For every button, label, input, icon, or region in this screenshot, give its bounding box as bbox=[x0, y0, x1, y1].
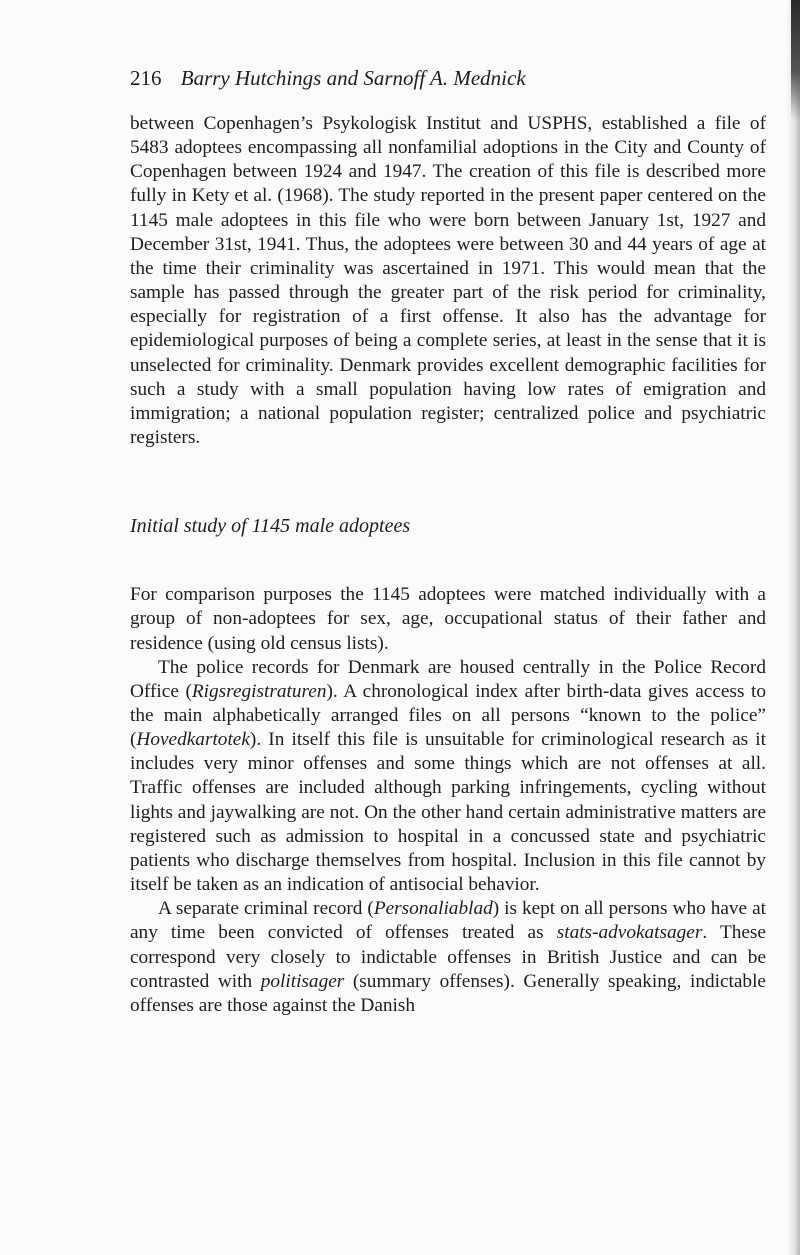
term-politisager: politisager bbox=[260, 970, 345, 992]
term-stats-advokatsager: stats-advokatsager bbox=[556, 922, 703, 944]
paragraph-3-text-3: ). In itself this file is unsuitable for criminological research as it includes very minor offenses and some things which are not offenses at all. Traffic offenses are included although parking infringements, cycling without lights and jaywalking are not. On the other hand certain administrative matters are registered such as admission to hospital in a concussed state and psychiatric patients who discharge themselves from hospital. Inclusion in this file cannot by itself be taken as an indication of antisocial behavior. bbox=[130, 729, 766, 896]
paragraph-4-text-2: ) is kept on all persons who have at any time been convicted of offenses treated as bbox=[130, 898, 766, 944]
body-text bbox=[130, 112, 766, 1018]
term-rigsregistraturen: Rigsregistraturen bbox=[191, 680, 327, 702]
page-header bbox=[130, 66, 526, 91]
paragraph-3-text-1: The police records for Denmark are housed centrally in the Police Record Office ( bbox=[130, 656, 766, 702]
term-hovedkartotek: Hovedkartotek bbox=[136, 729, 250, 751]
paragraph-4-text-1: A separate criminal record ( bbox=[158, 898, 374, 920]
page-number: 216 bbox=[130, 66, 162, 90]
page-edge-mark bbox=[791, 0, 800, 120]
paragraph-4-text-3: . These correspond very closely to indictable offenses in British Justice and can be contrasted with bbox=[130, 922, 766, 992]
paragraph-1: between Copenhagen’s Psykologisk Institut and USPHS, established a file of 5483 adoptees encompassing all nonfamilial adoptions in the City and County of Copenhagen between 1924 and 1947. The creation of this file is described more fully in Kety et al. (1968). The study reported in the present paper centered on the 1145 male adoptees in this file who were born between January 1st, 1927 and December 31st, 1941. Thus, the adoptees were between 30 and 44 years of age at the time their criminality was ascertained in 1971. This would mean that the sample has passed through the greater part of the risk period for criminality, especially for registration of a first offense. It also has the advantage for epidemiological purposes of being a complete series, at least in the sense that it is unselected for criminality. Denmark provides excellent demographic facilities for such a study with a small population having low rates of emigration and immigration; a national population register; centralized police and psychiatric registers. bbox=[130, 113, 766, 449]
paragraph-4 bbox=[130, 897, 766, 1018]
paragraph-2: For comparison purposes the 1145 adoptees were matched individually with a group of non-adoptees for sex, age, occupational status of their father and residence (using old census lists). bbox=[130, 584, 766, 654]
section-heading: Initial study of 1145 male adoptees bbox=[130, 515, 411, 538]
running-head: Barry Hutchings and Sarnoff A. Mednick bbox=[180, 66, 526, 90]
paragraph-4-text-4: (summary offenses). Generally speaking, indictable offenses are those against the Danish bbox=[130, 970, 766, 1016]
page-edge-shadow bbox=[786, 0, 800, 1255]
paragraph-3-text-2: ). A chronological index after birth-data gives access to the main alphabetically arranged files on all persons “known to the police” ( bbox=[130, 680, 766, 751]
term-personaliablad: Personaliablad bbox=[373, 898, 493, 920]
paragraph-3 bbox=[130, 656, 766, 898]
